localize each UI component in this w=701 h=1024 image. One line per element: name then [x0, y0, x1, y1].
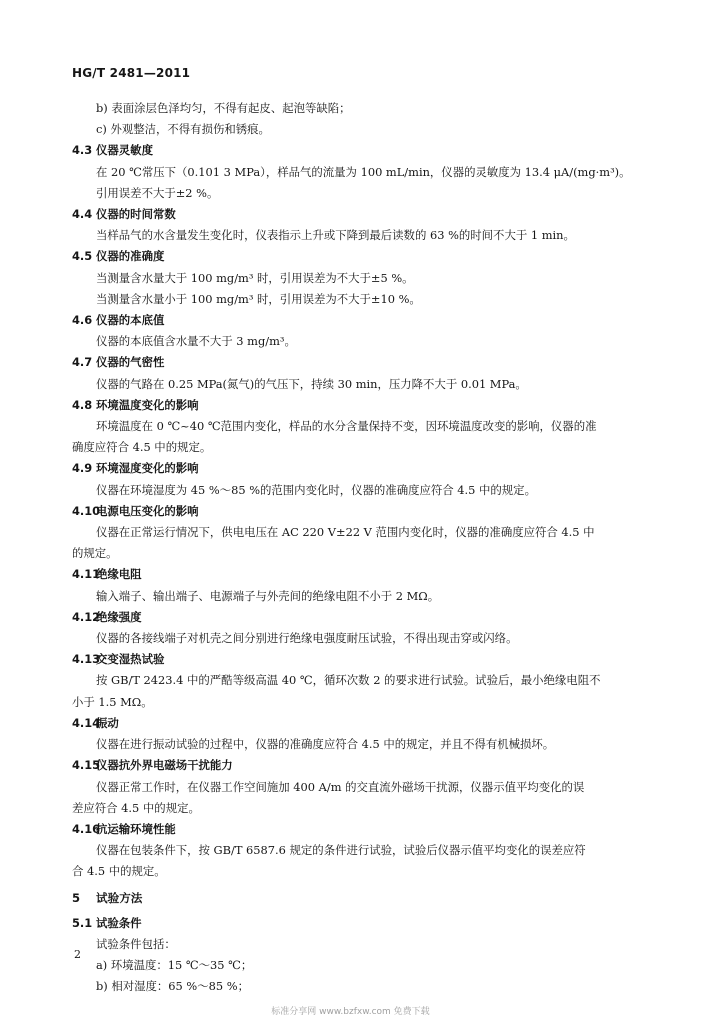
clause-number: 4.13: [72, 652, 101, 667]
list-item: b) 相对湿度：65 %～85 %；: [96, 979, 249, 994]
clause-title: 仪器的时间常数: [96, 207, 176, 222]
document-body: [72, 98, 642, 997]
clause-heading: [72, 140, 642, 161]
clause-heading: [72, 204, 642, 225]
clause-number: 4.15: [72, 758, 101, 773]
clause-number: 4.10: [72, 503, 101, 518]
clause-number: 4.8: [72, 397, 93, 412]
paragraph-line: 合 4.5 中的规定。: [72, 864, 166, 879]
clause-heading: [72, 607, 642, 628]
clause-heading: [72, 352, 642, 373]
paragraph-line: 当测量含水量大于 100 mg/m³ 时，引用误差为不大于±5 %。: [96, 270, 414, 285]
clause-number: 5: [72, 890, 81, 905]
paragraph-line: 仪器的本底值含水量不大于 3 mg/m³。: [96, 334, 296, 349]
list-item: c) 外观整洁，不得有损伤和锈痕。: [96, 122, 270, 137]
clause-title: 仪器抗外界电磁场干扰能力: [96, 758, 233, 773]
page-number: 2: [74, 948, 81, 961]
clause-heading: [72, 310, 642, 331]
clause-title: 绝缘强度: [96, 609, 142, 624]
clause-number: 4.5: [72, 249, 93, 264]
paragraph-line: 输入端子、输出端子、电源端子与外壳间的绝缘电阻不小于 2 MΩ。: [96, 588, 440, 603]
clause-title: 仪器的准确度: [96, 249, 165, 264]
standard-code-header: HG/T 2481—2011: [72, 66, 191, 80]
paragraph-line: 仪器在正常运行情况下，供电电压在 AC 220 V±22 V 范围内变化时，仪器的准确度应符合 4.5 中: [96, 525, 595, 540]
clause-heading: [72, 755, 642, 776]
list-item: a) 环境温度：15 ℃～35 ℃；: [96, 957, 253, 972]
clause-heading: [72, 913, 642, 934]
clause-title: 试验条件: [96, 915, 142, 930]
paragraph-line: 差应符合 4.5 中的规定。: [72, 800, 200, 815]
paragraph-line: 仪器的气路在 0.25 MPa(氮气)的气压下，持续 30 min，压力降不大于 0.01 MPa。: [96, 376, 527, 391]
clause-title: 仪器的气密性: [96, 355, 165, 370]
clause-number: 5.1: [72, 915, 93, 930]
clause-title: 试验方法: [96, 890, 143, 905]
clause-heading: [72, 246, 642, 267]
paragraph-line: 在 20 ℃常压下（0.101 3 MPa），样品气的流量为 100 mL/min，仪器的灵敏度为 13.4 μA/(mg·m³)。: [96, 164, 631, 179]
paragraph-line: 小于 1.5 MΩ。: [72, 694, 153, 709]
clause-title: 振动: [96, 715, 119, 730]
clause-heading: [72, 458, 642, 479]
clause-title: 环境湿度变化的影响: [96, 461, 199, 476]
paragraph-line: 仪器的各接线端子对机壳之间分别进行绝缘电强度耐压试验，不得出现击穿或闪络。: [96, 631, 518, 646]
clause-heading: [72, 564, 642, 585]
clause-heading: [72, 713, 642, 734]
clause-title: 抗运输环境性能: [96, 821, 176, 836]
paragraph-line: 引用误差不大于±2 %。: [96, 185, 219, 200]
paragraph-line: 仪器正常工作时，在仪器工作空间施加 400 A/m 的交直流外磁场干扰源，仪器示值平均变化的误: [96, 779, 585, 794]
clause-heading: [72, 501, 642, 522]
paragraph-line: 试验条件包括：: [96, 936, 176, 951]
clause-number: 4.12: [72, 609, 101, 624]
paragraph-line: 确度应符合 4.5 中的规定。: [72, 440, 212, 455]
watermark-footer: 标准分享网 www.bzfxw.com 免费下载: [271, 1007, 430, 1017]
clause-title: 电源电压变化的影响: [96, 503, 199, 518]
paragraph-line: 仪器在包装条件下，按 GB/T 6587.6 规定的条件进行试验，试验后仪器示值平均变化的误差应符: [96, 843, 586, 858]
paragraph-line: 按 GB/T 2423.4 中的严酷等级高温 40 ℃，循环次数 2 的要求进行试验。试验后，最小绝缘电阻不: [96, 673, 601, 688]
paragraph-line: 仪器在环境湿度为 45 %～85 %的范围内变化时，仪器的准确度应符合 4.5 中的规定。: [96, 482, 536, 497]
clause-heading: [72, 819, 642, 840]
clause-number: 4.6: [72, 313, 93, 328]
paragraph-line: 仪器在进行振动试验的过程中，仪器的准确度应符合 4.5 中的规定，并且不得有机械损坏。: [96, 737, 555, 752]
clause-title: 仪器的本底值: [96, 313, 165, 328]
clause-number: 4.7: [72, 355, 93, 370]
clause-number: 4.14: [72, 715, 101, 730]
clause-number: 4.4: [72, 207, 93, 222]
section-heading: [72, 887, 642, 909]
paragraph-line: 的规定。: [72, 546, 118, 561]
clause-title: 仪器灵敏度: [96, 143, 153, 158]
paragraph-line: 当样品气的水含量发生变化时，仪表指示上升或下降到最后读数的 63 %的时间不大于 1 min。: [96, 228, 575, 243]
clause-heading: [72, 649, 642, 670]
clause-heading: [72, 395, 642, 416]
clause-number: 4.16: [72, 821, 101, 836]
paragraph-line: 当测量含水量小于 100 mg/m³ 时，引用误差为不大于±10 %。: [96, 291, 421, 306]
clause-title: 绝缘电阻: [96, 567, 142, 582]
list-item: b) 表面涂层色泽均匀，不得有起皮、起泡等缺陷；: [96, 101, 351, 115]
clause-title: 交变湿热试验: [96, 652, 165, 667]
clause-title: 环境温度变化的影响: [96, 397, 199, 412]
clause-number: 4.9: [72, 461, 93, 476]
clause-number: 4.11: [72, 567, 101, 582]
clause-number: 4.3: [72, 143, 93, 158]
paragraph-line: 环境温度在 0 ℃~40 ℃范围内变化，样品的水分含量保持不变，因环境温度改变的影响，仪器的准: [96, 419, 597, 434]
